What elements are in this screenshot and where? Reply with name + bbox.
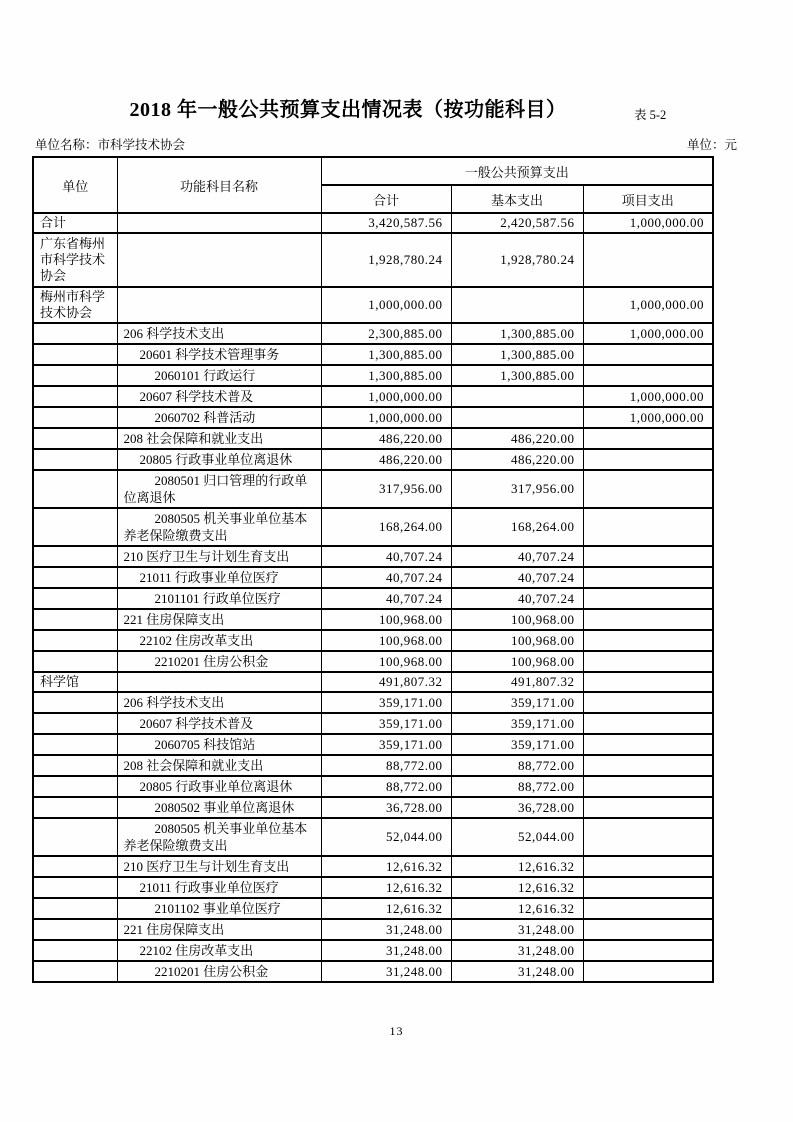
table-row <box>33 449 713 470</box>
basic-cell: 100,968.00 <box>451 651 583 672</box>
total-cell: 12,616.32 <box>321 856 451 877</box>
basic-cell: 31,248.00 <box>451 919 583 940</box>
unit-cell <box>33 323 117 344</box>
subject-cell: 210 医疗卫生与计划生育支出 <box>117 546 321 567</box>
subject-cell: 208 社会保障和就业支出 <box>117 428 321 449</box>
basic-cell: 36,728.00 <box>451 797 583 818</box>
subject-cell: 22102 住房改革支出 <box>117 940 321 961</box>
subject-cell: 2060702 科普活动 <box>117 407 321 428</box>
project-cell <box>583 630 713 651</box>
total-cell: 1,000,000.00 <box>321 287 451 323</box>
subject-cell: 22102 住房改革支出 <box>117 630 321 651</box>
basic-cell <box>451 386 583 407</box>
basic-cell: 88,772.00 <box>451 755 583 776</box>
project-cell <box>583 776 713 797</box>
table-row <box>33 818 713 856</box>
subject-cell <box>117 287 321 323</box>
unit-cell: 合计 <box>33 213 117 233</box>
table-row <box>33 919 713 940</box>
project-cell <box>583 797 713 818</box>
header-unit: 单位 <box>33 157 117 213</box>
header-row-top <box>33 157 713 185</box>
subject-cell: 208 社会保障和就业支出 <box>117 755 321 776</box>
project-cell: 1,000,000.00 <box>583 323 713 344</box>
basic-cell: 100,968.00 <box>451 609 583 630</box>
basic-cell: 1,300,885.00 <box>451 365 583 386</box>
total-cell: 100,968.00 <box>321 651 451 672</box>
table-row <box>33 508 713 546</box>
unit-cell <box>33 508 117 546</box>
table-row <box>33 323 713 344</box>
basic-cell: 12,616.32 <box>451 877 583 898</box>
total-cell: 1,928,780.24 <box>321 233 451 287</box>
unit-cell <box>33 919 117 940</box>
basic-cell: 486,220.00 <box>451 449 583 470</box>
basic-cell: 2,420,587.56 <box>451 213 583 233</box>
project-cell <box>583 365 713 386</box>
basic-cell: 317,956.00 <box>451 470 583 508</box>
unit-cell <box>33 713 117 734</box>
unit-cell <box>33 344 117 365</box>
total-cell: 31,248.00 <box>321 961 451 982</box>
table-row <box>33 692 713 713</box>
project-cell <box>583 692 713 713</box>
project-cell: 1,000,000.00 <box>583 386 713 407</box>
total-cell: 491,807.32 <box>321 672 451 692</box>
project-cell <box>583 734 713 755</box>
basic-cell: 12,616.32 <box>451 898 583 919</box>
table-tag: 表 5-2 <box>634 108 667 122</box>
unit-cell <box>33 407 117 428</box>
unit-cell <box>33 630 117 651</box>
subject-cell: 2080502 事业单位离退休 <box>117 797 321 818</box>
unit-cell: 科学馆 <box>33 672 117 692</box>
total-cell: 31,248.00 <box>321 940 451 961</box>
subject-cell: 20601 科学技术管理事务 <box>117 344 321 365</box>
basic-cell: 52,044.00 <box>451 818 583 856</box>
basic-cell: 31,248.00 <box>451 961 583 982</box>
table-row <box>33 713 713 734</box>
unit-cell <box>33 449 117 470</box>
subject-cell: 210 医疗卫生与计划生育支出 <box>117 856 321 877</box>
header-group: 一般公共预算支出 <box>321 157 713 185</box>
unit-cell <box>33 567 117 588</box>
basic-cell: 31,248.00 <box>451 940 583 961</box>
subject-cell: 20607 科学技术普及 <box>117 713 321 734</box>
table-row <box>33 546 713 567</box>
basic-cell: 40,707.24 <box>451 546 583 567</box>
basic-cell: 12,616.32 <box>451 856 583 877</box>
subject-cell: 2080501 归口管理的行政单位离退休 <box>117 470 321 508</box>
total-cell: 359,171.00 <box>321 734 451 755</box>
unit-name-label: 单位名称：市科学技术协会 <box>35 138 186 152</box>
total-cell: 40,707.24 <box>321 567 451 588</box>
table-row <box>33 651 713 672</box>
project-cell <box>583 961 713 982</box>
total-cell: 88,772.00 <box>321 776 451 797</box>
project-cell <box>583 818 713 856</box>
total-cell: 359,171.00 <box>321 692 451 713</box>
table-row <box>33 365 713 386</box>
subject-cell: 20805 行政事业单位离退休 <box>117 449 321 470</box>
header-basic: 基本支出 <box>451 185 583 213</box>
table-header <box>33 157 713 213</box>
unit-cell <box>33 755 117 776</box>
unit-cell <box>33 692 117 713</box>
total-cell: 317,956.00 <box>321 470 451 508</box>
total-cell: 12,616.32 <box>321 898 451 919</box>
subject-cell <box>117 213 321 233</box>
subject-cell: 2210201 住房公积金 <box>117 651 321 672</box>
table-row <box>33 609 713 630</box>
table-row <box>33 470 713 508</box>
header-subject: 功能科目名称 <box>117 157 321 213</box>
project-cell <box>583 898 713 919</box>
project-cell <box>583 470 713 508</box>
table-row <box>33 630 713 651</box>
unit-cell <box>33 818 117 856</box>
project-cell <box>583 508 713 546</box>
basic-cell <box>451 287 583 323</box>
project-cell <box>583 344 713 365</box>
basic-cell <box>451 407 583 428</box>
subject-cell <box>117 672 321 692</box>
project-cell <box>583 919 713 940</box>
project-cell <box>583 651 713 672</box>
table-row <box>33 672 713 692</box>
unit-cell <box>33 940 117 961</box>
table-row <box>33 344 713 365</box>
basic-cell: 359,171.00 <box>451 692 583 713</box>
total-cell: 1,000,000.00 <box>321 386 451 407</box>
total-cell: 40,707.24 <box>321 588 451 609</box>
project-cell: 1,000,000.00 <box>583 213 713 233</box>
total-cell: 100,968.00 <box>321 609 451 630</box>
subject-cell: 2060705 科技馆站 <box>117 734 321 755</box>
subject-cell: 20607 科学技术普及 <box>117 386 321 407</box>
subject-cell: 21011 行政事业单位医疗 <box>117 567 321 588</box>
total-cell: 1,000,000.00 <box>321 407 451 428</box>
basic-cell: 486,220.00 <box>451 428 583 449</box>
total-cell: 31,248.00 <box>321 919 451 940</box>
basic-cell: 100,968.00 <box>451 630 583 651</box>
table-row <box>33 755 713 776</box>
unit-cell <box>33 428 117 449</box>
budget-table <box>32 156 714 983</box>
basic-cell: 40,707.24 <box>451 588 583 609</box>
basic-cell: 491,807.32 <box>451 672 583 692</box>
basic-cell: 88,772.00 <box>451 776 583 797</box>
total-cell: 88,772.00 <box>321 755 451 776</box>
project-cell: 1,000,000.00 <box>583 407 713 428</box>
basic-cell: 359,171.00 <box>451 713 583 734</box>
table-row <box>33 233 713 287</box>
total-cell: 12,616.32 <box>321 877 451 898</box>
project-cell <box>583 755 713 776</box>
subject-cell: 2080505 机关事业单位基本养老保险缴费支出 <box>117 818 321 856</box>
unit-cell <box>33 961 117 982</box>
basic-cell: 168,264.00 <box>451 508 583 546</box>
table-row <box>33 588 713 609</box>
currency-unit-label: 单位：元 <box>686 138 737 152</box>
total-cell: 486,220.00 <box>321 428 451 449</box>
unit-cell <box>33 546 117 567</box>
total-cell: 359,171.00 <box>321 713 451 734</box>
unit-cell <box>33 776 117 797</box>
subject-cell: 221 住房保障支出 <box>117 919 321 940</box>
basic-cell: 1,300,885.00 <box>451 323 583 344</box>
project-cell <box>583 588 713 609</box>
unit-cell: 梅州市科学技术协会 <box>33 287 117 323</box>
unit-cell <box>33 609 117 630</box>
project-cell <box>583 449 713 470</box>
page-number: 13 <box>389 1024 404 1038</box>
table-row <box>33 567 713 588</box>
subject-cell: 20805 行政事业单位离退休 <box>117 776 321 797</box>
project-cell: 1,000,000.00 <box>583 287 713 323</box>
basic-cell: 40,707.24 <box>451 567 583 588</box>
basic-cell: 1,928,780.24 <box>451 233 583 287</box>
subject-cell <box>117 233 321 287</box>
subject-cell: 206 科学技术支出 <box>117 323 321 344</box>
unit-cell: 广东省梅州市科学技术协会 <box>33 233 117 287</box>
table-row <box>33 797 713 818</box>
project-cell <box>583 233 713 287</box>
project-cell <box>583 428 713 449</box>
project-cell <box>583 546 713 567</box>
project-cell <box>583 940 713 961</box>
table-row <box>33 856 713 877</box>
subject-cell: 21011 行政事业单位医疗 <box>117 877 321 898</box>
total-cell: 1,300,885.00 <box>321 344 451 365</box>
total-cell: 36,728.00 <box>321 797 451 818</box>
table-row <box>33 428 713 449</box>
project-cell <box>583 713 713 734</box>
project-cell <box>583 672 713 692</box>
header-total: 合计 <box>321 185 451 213</box>
unit-cell <box>33 877 117 898</box>
unit-cell <box>33 470 117 508</box>
basic-cell: 359,171.00 <box>451 734 583 755</box>
table-row <box>33 877 713 898</box>
subject-cell: 221 住房保障支出 <box>117 609 321 630</box>
basic-cell: 1,300,885.00 <box>451 344 583 365</box>
total-cell: 486,220.00 <box>321 449 451 470</box>
total-cell: 52,044.00 <box>321 818 451 856</box>
unit-cell <box>33 797 117 818</box>
table-row <box>33 213 713 233</box>
page-title: 2018 年一般公共预算支出情况表（按功能科目） <box>129 99 567 121</box>
header-project: 项目支出 <box>583 185 713 213</box>
unit-cell <box>33 386 117 407</box>
table-body <box>33 213 713 982</box>
subject-cell: 2101101 行政单位医疗 <box>117 588 321 609</box>
total-cell: 3,420,587.56 <box>321 213 451 233</box>
project-cell <box>583 567 713 588</box>
table-row <box>33 776 713 797</box>
table-row <box>33 940 713 961</box>
subject-cell: 206 科学技术支出 <box>117 692 321 713</box>
unit-cell <box>33 588 117 609</box>
subject-cell: 2210201 住房公积金 <box>117 961 321 982</box>
table-row <box>33 287 713 323</box>
total-cell: 2,300,885.00 <box>321 323 451 344</box>
unit-cell <box>33 734 117 755</box>
subject-cell: 2080505 机关事业单位基本养老保险缴费支出 <box>117 508 321 546</box>
table-row <box>33 961 713 982</box>
table-row <box>33 734 713 755</box>
total-cell: 40,707.24 <box>321 546 451 567</box>
table-row <box>33 386 713 407</box>
table-row <box>33 407 713 428</box>
table-row <box>33 898 713 919</box>
project-cell <box>583 856 713 877</box>
project-cell <box>583 609 713 630</box>
unit-cell <box>33 651 117 672</box>
total-cell: 1,300,885.00 <box>321 365 451 386</box>
total-cell: 100,968.00 <box>321 630 451 651</box>
subject-cell: 2101102 事业单位医疗 <box>117 898 321 919</box>
unit-cell <box>33 365 117 386</box>
unit-cell <box>33 856 117 877</box>
unit-cell <box>33 898 117 919</box>
subject-cell: 2060101 行政运行 <box>117 365 321 386</box>
total-cell: 168,264.00 <box>321 508 451 546</box>
project-cell <box>583 877 713 898</box>
